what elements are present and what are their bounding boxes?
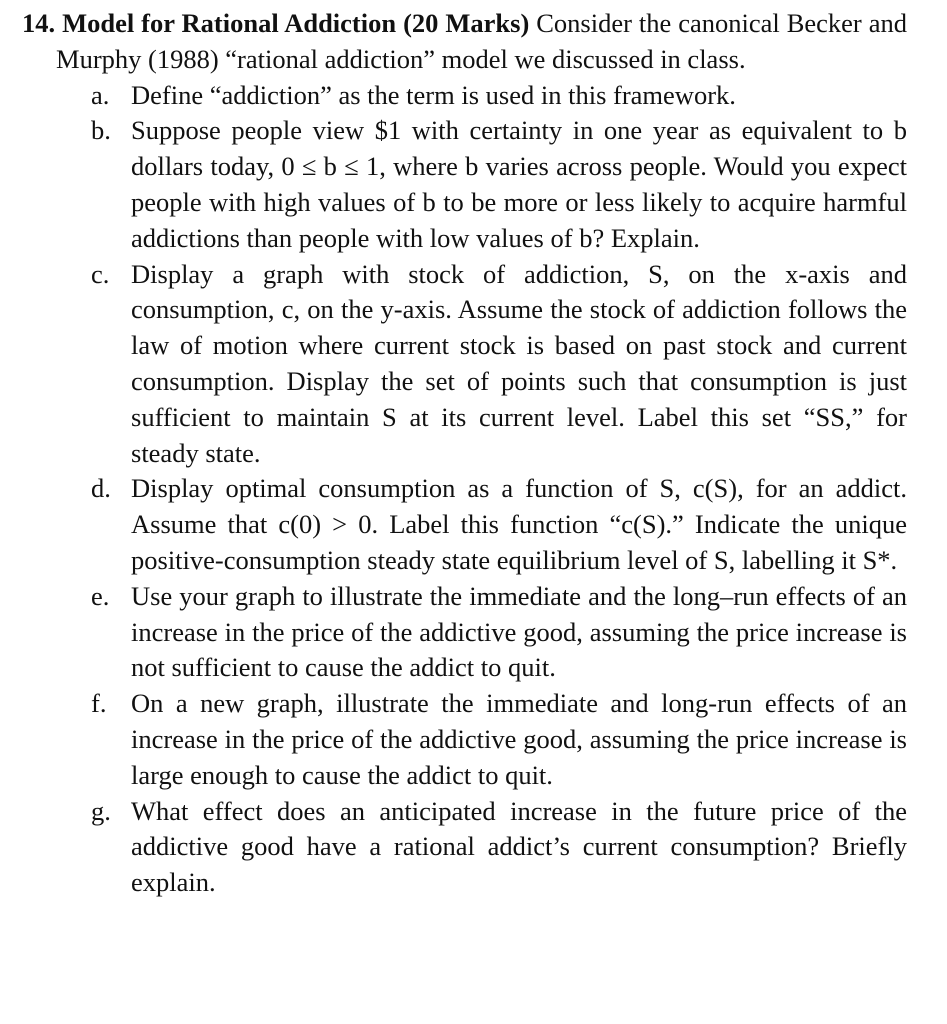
part-text: Use your graph to illustrate the immediate and the long–run effects of an increase in the price of the addictive good, assuming the price increase is not sufficient to cause the addict to quit. [131, 580, 907, 683]
part-c [91, 257, 907, 472]
question-number: 14. [22, 8, 56, 38]
part-text: Suppose people view $1 with certainty in one year as equivalent to b dollars today, 0 ≤ b ≤ 1, where b varies across people. Would you expect people with high values of b to be more or less likely to acquire harmful addictions than people with low values of b? Explain. [131, 115, 907, 253]
part-letter: d. [91, 473, 111, 504]
part-text: Define “addiction” as the term is used in this framework. [131, 79, 736, 110]
part-letter: c. [91, 258, 110, 289]
part-text: Display a graph with stock of addiction, S, on the x-axis and consumption, c, on the y-axis. Assume the stock of addiction follows the law of motion where current stock is based on past stock and current consumption. Display the set of points such that consumption is just sufficient to maintain S at its current level. Label this set “SS,” for steady state. [131, 258, 907, 468]
part-letter: g. [91, 795, 111, 826]
part-d [91, 471, 907, 578]
part-letter: f. [91, 688, 107, 719]
question-intro: Consider the canonical Becker and Murphy (1988) “rational addiction” model we discussed in class. [56, 8, 907, 74]
part-f [91, 686, 907, 793]
question-14 [22, 6, 907, 78]
part-text: What effect does an anticipated increase in the future price of the addictive good have a rational addict’s current consumption? Briefly explain. [131, 795, 907, 898]
part-a [91, 78, 907, 114]
part-g [91, 794, 907, 901]
part-e [91, 579, 907, 686]
part-letter: e. [91, 580, 110, 611]
part-text: Display optimal consumption as a function of S, c(S), for an addict. Assume that c(0) > 0. Label this function “c(S).” Indicate the unique positive-consumption steady state equilibrium level of S, labelling it S*. [131, 473, 907, 575]
question-title: Model for Rational Addiction (20 Marks) [62, 8, 530, 38]
part-b [91, 113, 907, 256]
part-letter: a. [91, 79, 110, 110]
part-text: On a new graph, illustrate the immediate and long-run effects of an increase in the price of the addictive good, assuming the price increase is large enough to cause the addict to quit. [131, 688, 907, 790]
question-parts-list [22, 78, 907, 901]
part-letter: b. [91, 115, 111, 146]
